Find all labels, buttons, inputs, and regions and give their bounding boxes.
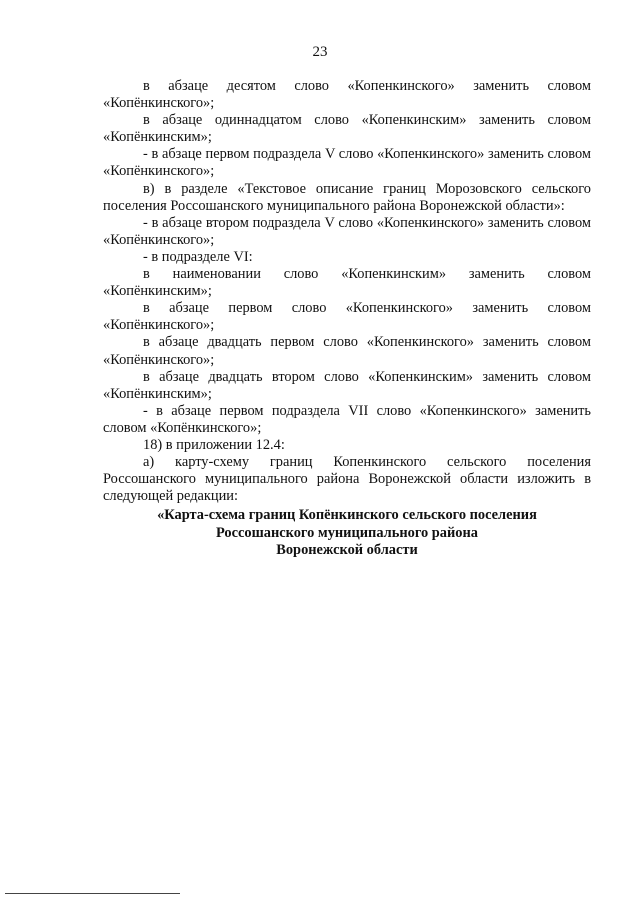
map-title-heading: [103, 507, 591, 560]
paragraph-9: в абзаце двадцать первом слово «Копенкинского» заменить словом «Копёнкинского»;: [103, 334, 591, 368]
paragraph-12: 18) в приложении 12.4:: [143, 436, 285, 453]
paragraph-8: в абзаце первом слово «Копенкинского» заменить словом «Копёнкинского»;: [103, 300, 591, 334]
paragraph-13: а) карту-схему границ Копенкинского сельского поселения Россошанского муниципального района Воронежской области изложить в следующей редакции:: [103, 454, 591, 505]
heading-line-3: Воронежской области: [276, 542, 418, 559]
paragraph-6: - в подразделе VI:: [143, 248, 253, 265]
heading-line-1: «Карта-схема границ Копёнкинского сельского поселения: [157, 507, 537, 524]
footer-divider: [5, 893, 180, 894]
heading-line-2: Россошанского муниципального района: [216, 524, 478, 541]
paragraph-5: - в абзаце втором подраздела V слово «Копенкинского» заменить словом «Копёнкинского»;: [103, 214, 591, 248]
paragraph-3: - в абзаце первом подраздела V слово «Копенкинского» заменить словом «Копёнкинского»;: [103, 146, 591, 180]
document-body: [103, 78, 591, 560]
paragraph-1: в абзаце десятом слово «Копенкинского» заменить словом «Копёнкинского»;: [103, 78, 591, 112]
paragraph-10: в абзаце двадцать втором слово «Копенкинским» заменить словом «Копёнкинским»;: [103, 368, 591, 402]
paragraph-11: - в абзаце первом подраздела VII слово «Копенкинского» заменить словом «Копёнкинского»;: [103, 402, 591, 436]
paragraph-2: в абзаце одиннадцатом слово «Копенкинским» заменить словом «Копёнкинским»;: [103, 112, 591, 146]
page-number: 23: [312, 44, 328, 60]
paragraph-7: в наименовании слово «Копенкинским» заменить словом «Копёнкинским»;: [103, 266, 591, 300]
paragraph-4: в) в разделе «Текстовое описание границ Морозовского сельского поселения Россошанского муниципального района Воронежской области»:: [103, 180, 591, 214]
